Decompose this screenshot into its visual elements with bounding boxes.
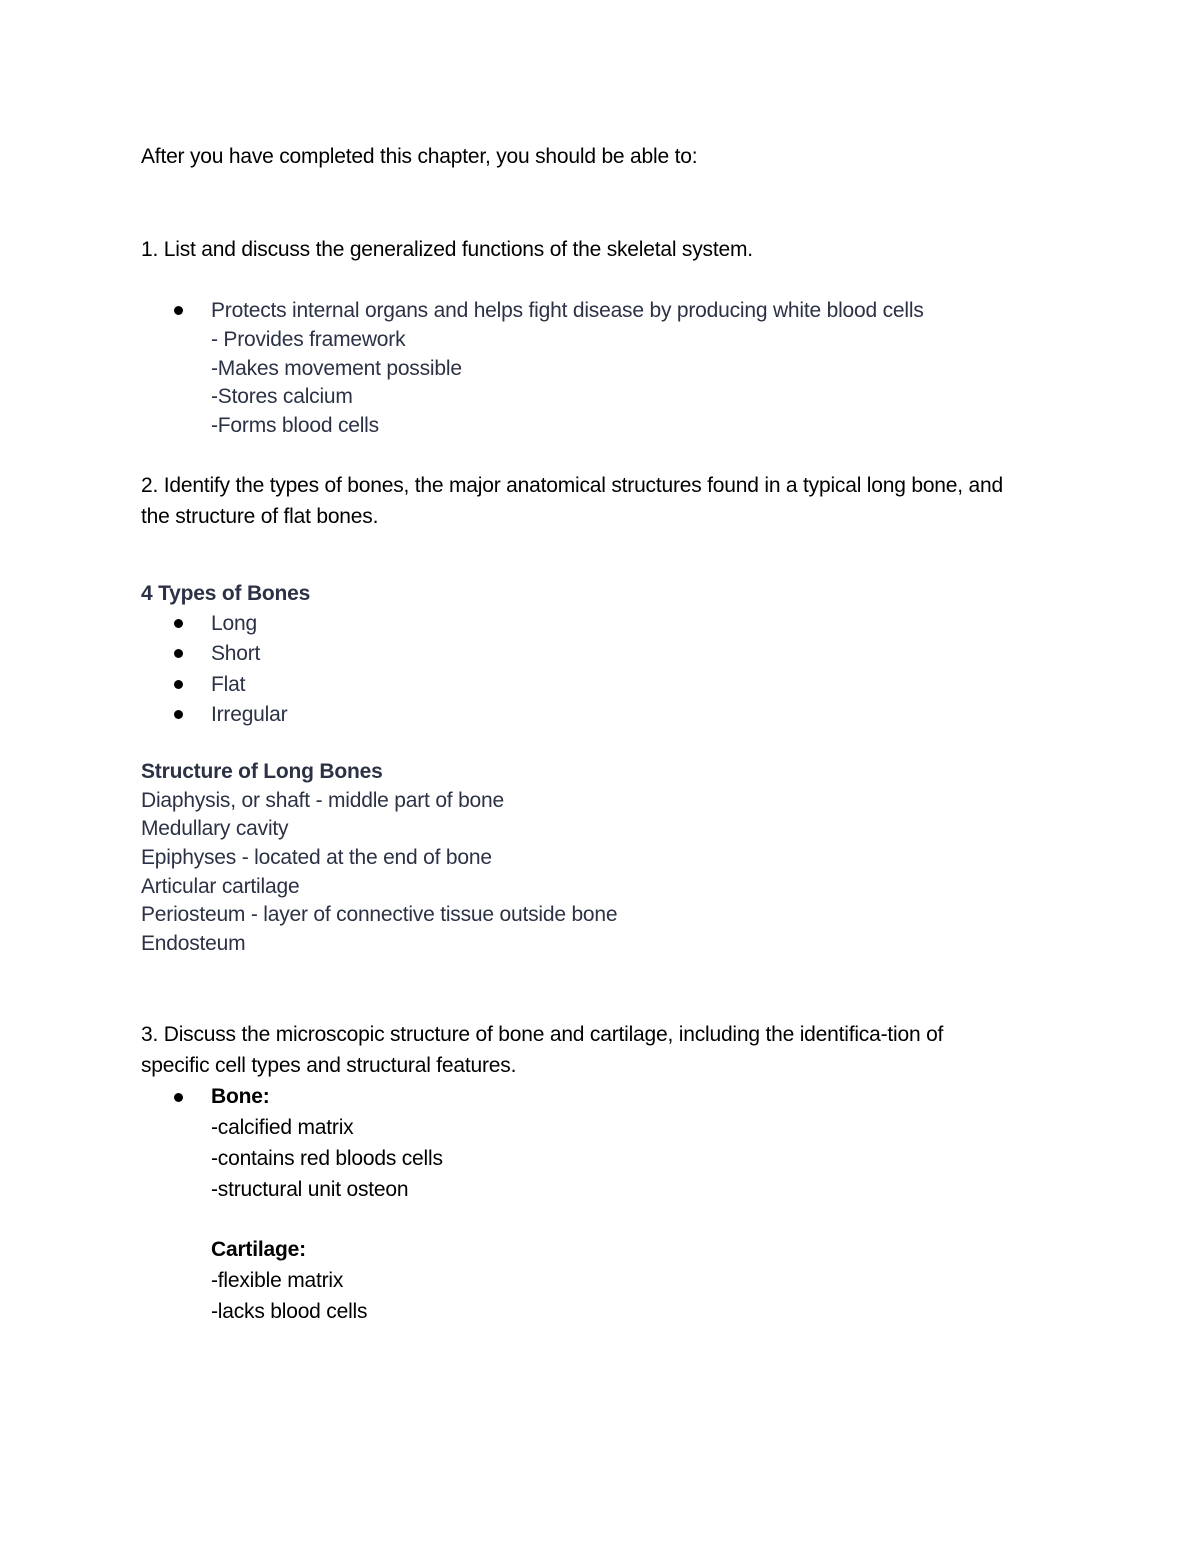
cartilage-line: -lacks blood cells — [211, 1300, 368, 1323]
function-line: - Provides framework — [211, 328, 406, 351]
objective-1-heading: 1. List and discuss the generalized functions of the skeletal system. — [141, 238, 753, 261]
structure-line: Articular cartilage — [141, 875, 300, 898]
structure-line: Medullary cavity — [141, 817, 289, 840]
structure-of-long-bones-title: Structure of Long Bones — [141, 760, 383, 783]
bone-title: Bone: — [211, 1085, 270, 1108]
function-line: -Forms blood cells — [211, 414, 379, 437]
bullet-icon — [174, 649, 183, 658]
objective-3-heading-line-1: 3. Discuss the microscopic structure of bone and cartilage, including the identifica-tion of — [141, 1023, 944, 1046]
bullet-icon — [174, 1093, 183, 1102]
bone-line: -structural unit osteon — [211, 1178, 409, 1201]
objective-3-heading-line-2: specific cell types and structural features. — [141, 1054, 517, 1077]
bone-type-item: Short — [211, 642, 261, 665]
bullet-icon — [174, 680, 183, 689]
structure-line: Periosteum - layer of connective tissue outside bone — [141, 903, 618, 926]
bullet-icon — [174, 619, 183, 628]
bone-type-item: Irregular — [211, 703, 288, 726]
function-line: -Stores calcium — [211, 385, 353, 408]
structure-line: Epiphyses - located at the end of bone — [141, 846, 492, 869]
function-bullet: Protects internal organs and helps fight disease by producing white blood cells — [211, 299, 924, 322]
function-line: -Makes movement possible — [211, 357, 462, 380]
bone-type-item: Flat — [211, 673, 246, 696]
bone-type-item: Long — [211, 612, 257, 635]
structure-line: Diaphysis, or shaft - middle part of bone — [141, 789, 504, 812]
bullet-icon — [174, 306, 183, 315]
types-of-bones-title: 4 Types of Bones — [141, 582, 311, 605]
cartilage-line: -flexible matrix — [211, 1269, 344, 1292]
structure-line: Endosteum — [141, 932, 246, 955]
bullet-icon — [174, 710, 183, 719]
bone-line: -contains red bloods cells — [211, 1147, 443, 1170]
objective-2-heading-line-2: the structure of flat bones. — [141, 505, 379, 528]
bone-line: -calcified matrix — [211, 1116, 354, 1139]
objective-2-heading-line-1: 2. Identify the types of bones, the major anatomical structures found in a typical long bone, and — [141, 474, 1003, 497]
cartilage-title: Cartilage: — [211, 1238, 306, 1261]
intro-text: After you have completed this chapter, you should be able to: — [141, 145, 698, 168]
